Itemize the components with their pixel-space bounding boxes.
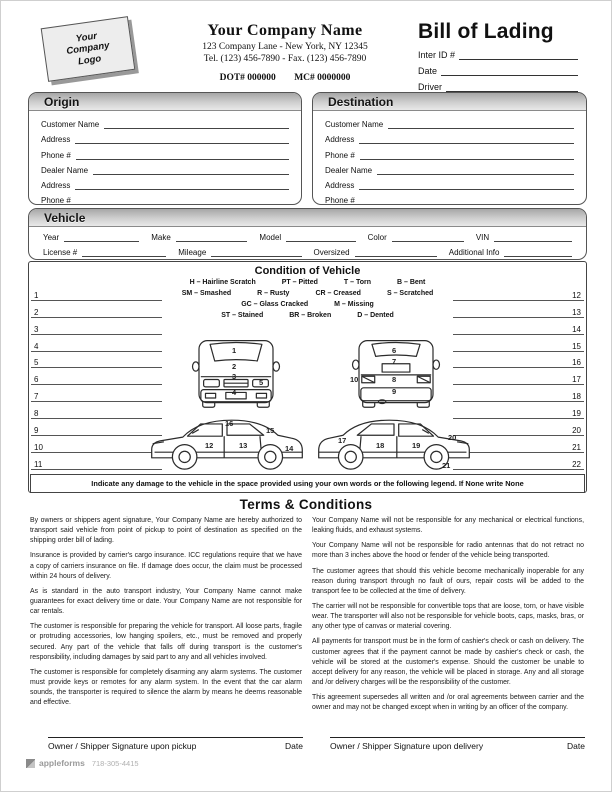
panel-number: 21 <box>442 461 451 470</box>
panel-number: 7 <box>392 357 397 366</box>
field-blank-line <box>359 134 574 144</box>
header-field-label: Date <box>418 66 438 76</box>
form-field-row <box>41 114 289 129</box>
legend-item: H – Hairline Scratch <box>189 279 256 286</box>
form-field-row <box>43 232 139 242</box>
signature-pickup-label: Owner / Shipper Signature upon pickup <box>48 741 197 751</box>
panel-number: 19 <box>412 441 421 450</box>
form-field-row <box>325 160 574 175</box>
panel-number: 4 <box>232 388 237 397</box>
panel-number: 1 <box>232 346 237 355</box>
vehicle-section <box>28 208 587 260</box>
field-label: VIN <box>475 233 490 242</box>
legend-item: R – Rusty <box>257 290 290 297</box>
form-field-row <box>178 247 301 257</box>
form-field-row <box>325 175 574 190</box>
terms-paragraph: This agreement supersedes all written and /or oral agreements between carrier and the owner and may not be changed except when in writing by an officer of the company. <box>312 694 584 712</box>
damage-line-number: 20 <box>572 426 581 436</box>
terms-left-column <box>30 516 302 713</box>
field-label: Color <box>367 233 387 242</box>
origin-fields <box>29 111 301 205</box>
panel-number: 15 <box>266 426 275 435</box>
form-field-row <box>259 232 355 242</box>
dot-mc-line <box>140 73 430 83</box>
field-blank-line <box>504 247 572 257</box>
panel-number: 5 <box>259 378 264 387</box>
field-label: Phone # <box>41 196 71 205</box>
company-address: 123 Company Lane - New York, NY 12345 <box>202 42 368 52</box>
terms-paragraph: The customer is responsible for completely disarming any alarm systems. The customer must provide keys or remotes for any alarm system. In the event that the car alarm sounds, the transporter is required to silence the alarm by means he deems reasonable and effective. <box>30 668 302 707</box>
damage-line-number: 2 <box>34 307 39 317</box>
terms-paragraph: By owners or shippers agent signature, Your Company Name are hereby authorized to transport said vehicle from point of pickup to point of destination as specified on the shipping order bill of lading. <box>30 517 302 545</box>
header-field-blank-line <box>446 81 578 92</box>
mc-number: MC# 0000000 <box>294 73 351 83</box>
form-field-row <box>325 114 574 129</box>
form-field-row <box>325 190 574 205</box>
field-blank-line <box>360 150 574 160</box>
form-field-row <box>314 247 437 257</box>
field-label: Phone # <box>41 150 71 160</box>
form-field-row <box>41 129 289 144</box>
condition-title: Condition of Vehicle <box>254 265 361 277</box>
destination-section <box>312 92 587 205</box>
legend-item: B – Bent <box>397 279 426 286</box>
signature-pickup-block <box>48 737 303 751</box>
company-info-block <box>140 22 430 83</box>
signature-delivery-block <box>330 737 585 751</box>
field-blank-line <box>75 134 289 144</box>
legend-item: PT – Pitted <box>281 279 318 286</box>
panel-number: 18 <box>376 441 385 450</box>
field-blank-line <box>359 180 574 190</box>
damage-line-number: 16 <box>572 358 581 368</box>
signature-delivery-date-label: Date <box>567 741 585 751</box>
terms-paragraph: Insurance is provided by carrier's cargo insurance. ICC regulations require that we have a copy of carriers insurance on file. If damage does occur, the claim must be processed within 24 hours of delivery. <box>30 552 302 580</box>
field-label: License # <box>43 248 78 257</box>
field-blank-line <box>76 150 289 160</box>
form-field-row <box>476 232 572 242</box>
damage-line <box>453 368 584 385</box>
damage-line-number: 12 <box>572 290 581 300</box>
car-right-side-view-diagram <box>314 404 474 474</box>
field-blank-line <box>76 195 289 205</box>
damage-line-number: 21 <box>572 442 581 452</box>
header-field-blank-line <box>459 49 578 60</box>
field-blank-line <box>211 247 301 257</box>
car-side-icon <box>147 404 307 474</box>
field-blank-line <box>104 119 289 129</box>
vehicle-row-2 <box>29 242 586 257</box>
damage-line-number: 1 <box>34 290 39 300</box>
panel-number: 3 <box>232 372 237 381</box>
field-label: Customer Name <box>325 120 384 130</box>
legend-item: ST – Stained <box>221 312 264 319</box>
bill-of-lading-block <box>418 20 578 92</box>
legend-item: D – Dented <box>357 312 394 319</box>
car-rear-view-diagram <box>349 336 443 410</box>
damage-line <box>453 385 584 402</box>
car-front-view-diagram <box>189 336 283 410</box>
field-label: Customer Name <box>41 120 100 130</box>
vehicle-row-1 <box>29 227 586 242</box>
legend-item: SM – Smashed <box>181 290 232 297</box>
damage-line-number: 15 <box>572 341 581 351</box>
damage-line <box>31 335 162 352</box>
damage-line-number: 10 <box>34 442 43 452</box>
panel-number: 2 <box>232 362 237 371</box>
panel-number: 6 <box>392 346 397 355</box>
field-blank-line <box>82 247 166 257</box>
damage-line <box>31 301 162 318</box>
damage-line-number: 14 <box>572 324 581 334</box>
panel-number: 9 <box>392 387 397 396</box>
field-label: Year <box>43 233 60 242</box>
damage-notice-bar: Indicate any damage to the vehicle in the space provided using your own words or the following legend. If None write None <box>30 474 585 493</box>
damage-line-number: 5 <box>34 358 39 368</box>
damage-line <box>31 385 162 402</box>
car-left-side-view-diagram <box>147 404 307 474</box>
damage-line-number: 19 <box>572 409 581 419</box>
form-field-row <box>325 129 574 144</box>
field-label: Make <box>151 233 171 242</box>
damage-line <box>453 301 584 318</box>
panel-number: 16 <box>225 419 234 428</box>
form-field-row <box>41 190 289 205</box>
legend-item: M – Missing <box>334 301 374 308</box>
damage-line-number: 22 <box>572 459 581 469</box>
field-blank-line <box>388 119 574 129</box>
damage-lines-left <box>31 284 162 470</box>
signature-delivery-label: Owner / Shipper Signature upon delivery <box>330 741 484 751</box>
field-blank-line <box>75 180 289 190</box>
condition-of-vehicle-section <box>28 261 587 493</box>
field-blank-line <box>392 232 464 242</box>
field-blank-line <box>93 165 289 175</box>
dot-number: DOT# 000000 <box>219 73 276 83</box>
field-label: Address <box>325 135 355 145</box>
panel-number: 12 <box>205 441 214 450</box>
damage-line <box>31 368 162 385</box>
form-field-row <box>41 160 289 175</box>
field-label: Oversized <box>313 248 350 257</box>
damage-line-number: 3 <box>34 324 39 334</box>
damage-line <box>31 436 162 453</box>
damage-line-number: 7 <box>34 392 39 402</box>
damage-line-number: 17 <box>572 375 581 385</box>
company-logo <box>41 16 136 82</box>
terms-right-column <box>312 516 584 718</box>
panel-number: 17 <box>338 436 347 445</box>
field-label: Phone # <box>325 196 355 205</box>
field-label: Address <box>325 180 355 190</box>
legend-item: T – Torn <box>343 279 371 286</box>
terms-title: Terms & Conditions <box>239 497 373 512</box>
form-title: Bill of Lading <box>418 20 554 43</box>
damage-line-number: 18 <box>572 392 581 402</box>
terms-paragraph: As is standard in the auto transport industry, Your Company Name cannot make guarantees for exact delivery time or date. Your Company Name are not responsible for car rentals. <box>30 587 302 616</box>
form-field-row <box>368 232 464 242</box>
header-field <box>418 49 578 60</box>
panel-number: 20 <box>448 433 457 442</box>
origin-section-header: Origin <box>29 93 301 111</box>
company-name: Your Company Name <box>207 22 363 39</box>
damage-line-number: 9 <box>34 426 39 436</box>
damage-line <box>31 284 162 301</box>
form-field-row <box>449 247 572 257</box>
terms-paragraph: All payments for transport must be in the form of cashier's check or cash on delivery. The customer agrees that if the payment cannot be made by cashier's check or cash, the vehicle will be stored at the customer's expense. Should the customer be unable to accept delivery for any reason, the vehicle will be placed in storage. Any and all storage and /or delivery charges will be the responsibility of the customer. <box>312 638 584 686</box>
destination-section-header: Destination <box>313 93 586 111</box>
field-label: Address <box>41 135 71 145</box>
signature-pickup-date-label: Date <box>285 741 303 751</box>
header-field-blank-line <box>441 65 578 76</box>
header-field <box>418 65 578 76</box>
terms-paragraph: The customer agrees that should this vehicle become mechanically inoperable for any reason during transport through no fault of ours, repair costs will be added to the transport fee to be collected at the time of delivery. <box>312 567 584 595</box>
damage-line-number: 11 <box>34 459 43 469</box>
damage-line <box>31 453 162 470</box>
field-label: Mileage <box>178 248 207 257</box>
legend-item: GC – Glass Cracked <box>241 301 309 308</box>
destination-fields <box>313 111 586 205</box>
field-label: Dealer Name <box>41 165 89 175</box>
form-field-row <box>151 232 247 242</box>
field-label: Address <box>41 180 71 190</box>
form-field-row <box>41 175 289 190</box>
terms-paragraph: Your Company Name will not be responsible for radio antennas that do not retract no more than 3 inches above the hood or fender of the vehicle being transported. <box>312 542 584 560</box>
field-blank-line <box>377 165 574 175</box>
header-field-label: Driver <box>418 82 442 92</box>
damage-line-number: 4 <box>34 341 39 351</box>
damage-line <box>31 419 162 436</box>
damage-line-number: 8 <box>34 409 39 419</box>
field-label: Additional Info <box>448 248 500 257</box>
origin-section <box>28 92 302 205</box>
damage-line <box>453 284 584 301</box>
footer-brand: appleforms <box>39 758 85 768</box>
legend-item: S – Scratched <box>386 290 434 297</box>
form-field-row <box>43 247 166 257</box>
field-blank-line <box>360 195 574 205</box>
damage-line <box>31 352 162 369</box>
damage-line-number: 13 <box>572 307 581 317</box>
form-field-row <box>41 144 289 159</box>
panel-number: 14 <box>285 444 294 453</box>
footer-phone: 718-305-4415 <box>91 758 139 768</box>
damage-line <box>453 335 584 352</box>
terms-paragraph: The carrier will not be responsible for convertible tops that are loose, torn, or have visible wear. The transporter will also not be responsible for vehicle boots, caps, masks, bras, or any other type of canvas or material covering. <box>312 602 584 631</box>
legend-item: BR – Broken <box>289 312 332 319</box>
field-blank-line <box>286 232 355 242</box>
company-phone-fax: Tel. (123) 456-7890 - Fax. (123) 456-7890 <box>203 54 367 64</box>
panel-number: 10 <box>350 375 359 384</box>
field-label: Phone # <box>325 150 355 160</box>
field-blank-line <box>494 232 572 242</box>
terms-paragraph: Your Company Name will not be responsible for any mechanical or electrical functions, leaking fluids, and exhaust systems. <box>312 517 584 535</box>
damage-line <box>453 318 584 335</box>
field-blank-line <box>355 247 437 257</box>
field-label: Model <box>259 233 282 242</box>
damage-line <box>453 352 584 369</box>
form-field-row <box>325 144 574 159</box>
panel-number: 13 <box>239 441 248 450</box>
header-field <box>418 81 578 92</box>
damage-line <box>31 318 162 335</box>
vehicle-section-header: Vehicle <box>29 209 586 227</box>
panel-number: 8 <box>392 375 397 384</box>
footer-brand-block <box>26 758 139 768</box>
damage-line <box>31 402 162 419</box>
field-blank-line <box>176 232 248 242</box>
header-field-label: Inter ID # <box>418 50 456 60</box>
terms-paragraph: The customer is responsible for preparing the vehicle for transport. All loose parts, fragile or protruding accessories, low hanging spoilers, etc., must be removed and properly secured. Any part of the vehicle that falls off during transport is the customer's responsibility, including damages by said part to any and all vehicles involved. <box>30 623 302 661</box>
appleforms-logo-icon <box>26 759 35 768</box>
field-blank-line <box>64 232 139 242</box>
field-label: Dealer Name <box>325 165 373 175</box>
damage-line-number: 6 <box>34 375 39 385</box>
legend-item: CR – Creased <box>315 290 361 297</box>
company-logo-text: Your Company Logo <box>65 30 111 68</box>
